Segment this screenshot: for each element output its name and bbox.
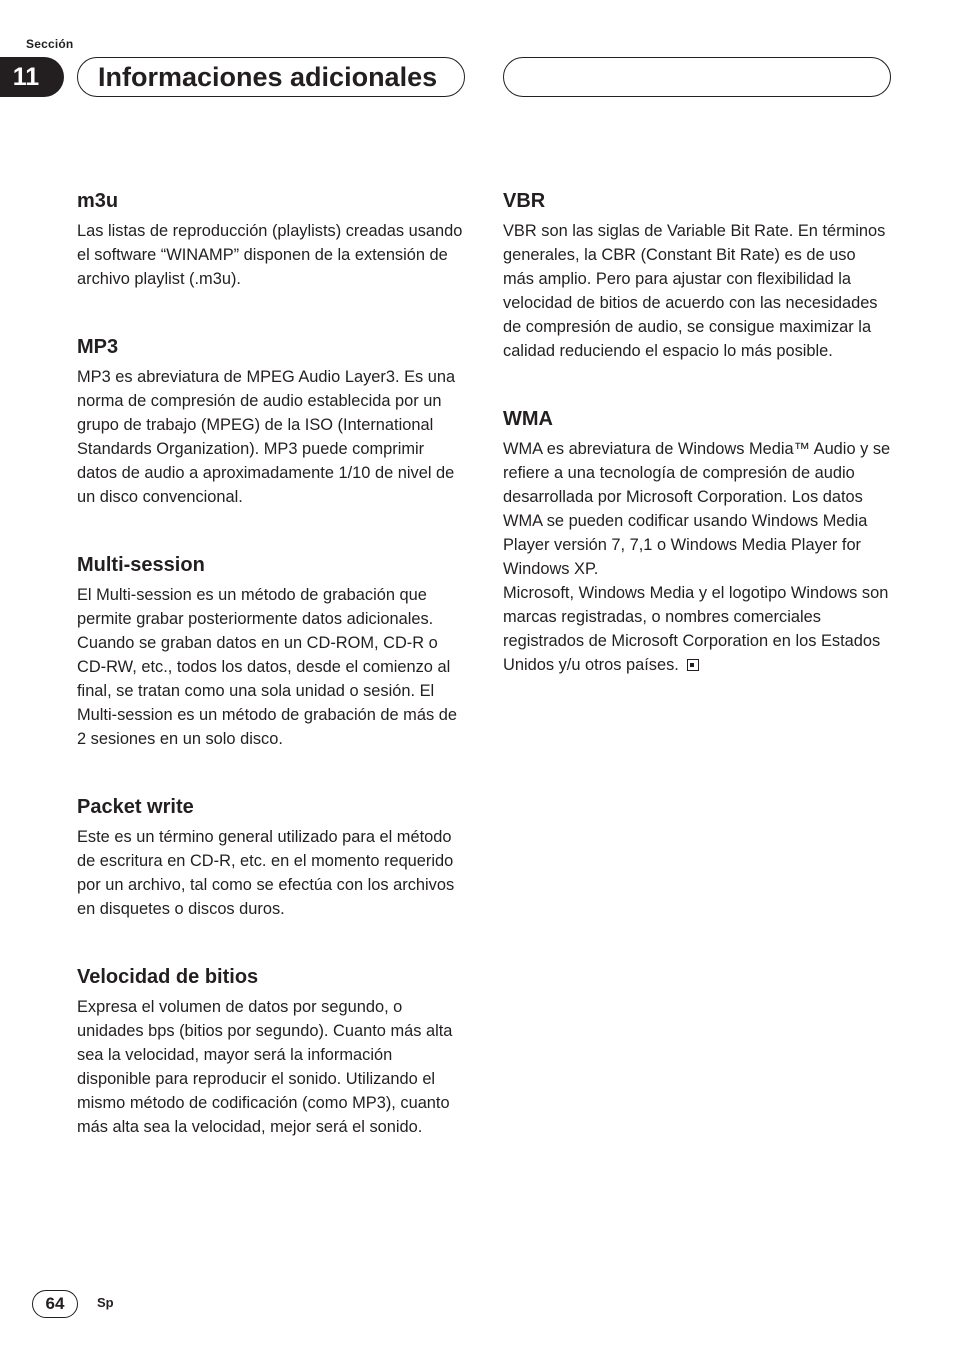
entry-heading: VBR: [503, 190, 546, 212]
entry-text: VBR son las siglas de Variable Bit Rate. En términos generales, la CBR (Constant Bit Rate) es de uso más amplio. Pero para ajustar con flexibilidad la velocidad de bitios de acuerdo con las necesidades de compresión de audio, se consigue maximizar la calidad reduciendo el espacio lo más posible.: [503, 222, 886, 360]
entry-heading: Multi-session: [77, 554, 205, 576]
entry-heading: Packet write: [77, 796, 194, 818]
entry-packet-write: [77, 789, 465, 921]
entry-wma: [503, 401, 891, 677]
entry-heading: MP3: [77, 336, 119, 358]
header-blank-box: [503, 57, 891, 97]
entry-text: Expresa el volumen de datos por segundo, o unidades bps (bitios por segundo). Cuanto más alta sea la velocidad, mayor será la información disponible para reproducir el sonido. Utilizando el mismo método de codificación (como MP3), cuanto más alta sea la velocidad, mejor será el sonido.: [77, 998, 453, 1136]
entry-m3u: [77, 183, 465, 291]
entry-multi-session: [77, 547, 465, 751]
entry-text: WMA es abreviatura de Windows Media™ Audio y se refiere a una tecnología de compresión de audio desarrollada por Microsoft Corporation. Los datos WMA se pueden codificar usando Windows Media Player versión 7, 7,1 o Windows Media Player for Windows XP.: [503, 440, 891, 578]
entry-text: Las listas de reproducción (playlists) creadas usando el software “WINAMP” disponen de la extensión de archivo playlist (.m3u).: [77, 222, 463, 288]
entry-text-trademarks: [503, 581, 891, 677]
entry-mp3: [77, 329, 465, 509]
right-column: [503, 183, 891, 677]
entry-vbr: [503, 183, 891, 363]
page-number-badge: 64: [32, 1290, 78, 1318]
entry-heading: WMA: [503, 408, 553, 430]
entry-heading: Velocidad de bitios: [77, 966, 259, 988]
entry-heading: m3u: [77, 190, 119, 212]
entry-velocidad-de-bitios: [77, 959, 465, 1139]
section-label: Sección: [26, 37, 74, 51]
left-column: [77, 183, 465, 1139]
entry-text: El Multi-session es un método de grabación que permite grabar posteriormente datos adicionales. Cuando se graban datos en un CD-ROM, CD-R o CD-RW, etc., todos los datos, desde el comienzo al final, se tratan como una sola unidad o sesión. El Multi-session es un método de grabación de más de 2 sesiones en un solo disco.: [77, 586, 457, 748]
trademark-text: Microsoft, Windows Media y el logotipo Windows son marcas registradas, o nombres comerciales registrados de Microsoft Corporation en los Estados Unidos y/u otros países.: [503, 584, 889, 674]
section-number-badge: 11: [0, 57, 64, 97]
language-label: Sp: [97, 1295, 114, 1310]
entry-text: MP3 es abreviatura de MPEG Audio Layer3. Es una norma de compresión de audio establecida por un grupo de trabajo (MPEG) de la ISO (International Standards Organization). MP3 puede comprimir datos de audio a aproximadamente 1/10 de nivel de un disco convencional.: [77, 368, 456, 506]
end-of-section-icon: [687, 659, 699, 671]
page-title: Informaciones adicionales: [77, 57, 465, 97]
entry-text: Este es un término general utilizado para el método de escritura en CD-R, etc. en el momento requerido por un archivo, tal como se efectúa con los archivos en disquetes o discos duros.: [77, 828, 455, 918]
